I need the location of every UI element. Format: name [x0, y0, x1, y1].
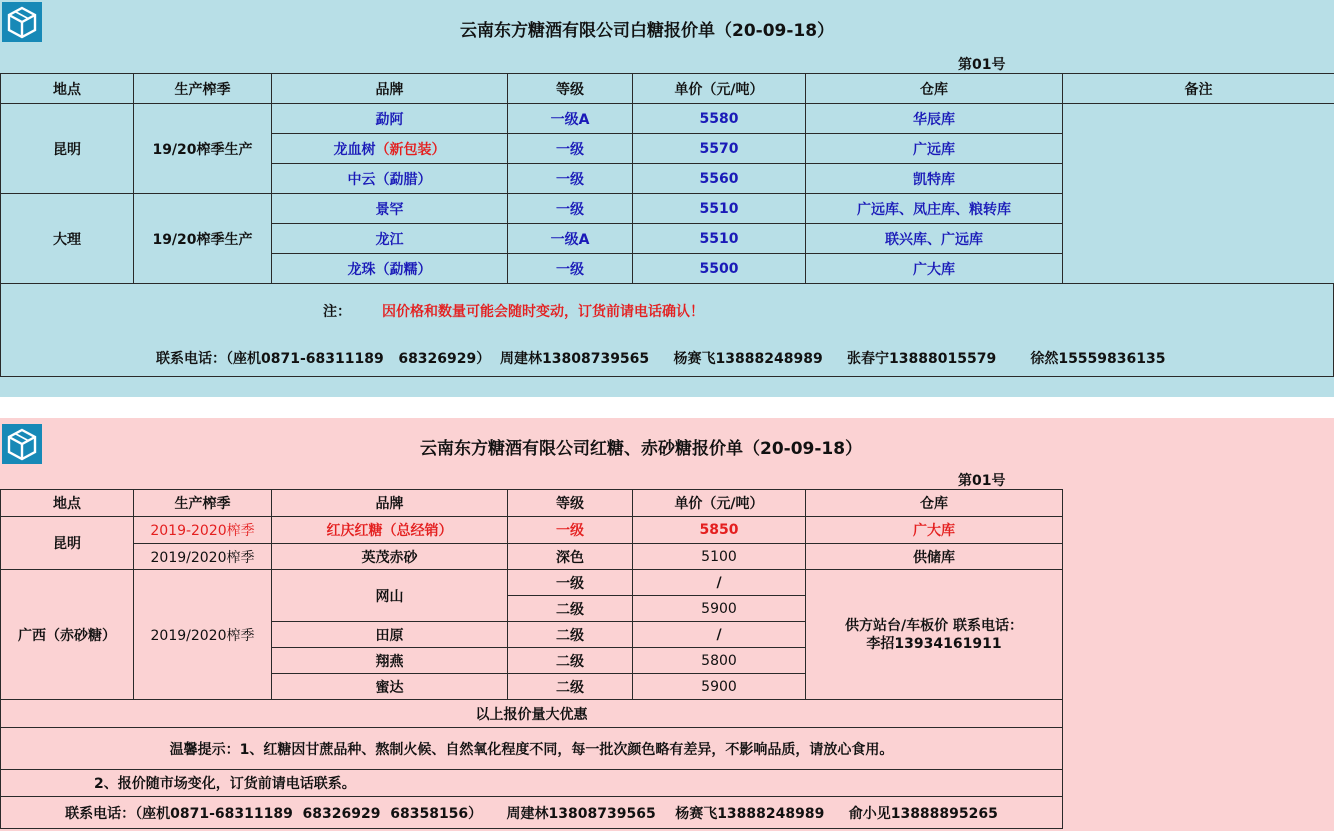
warehouse-cell: 广远库 — [806, 134, 1063, 164]
brand-cell: 景罕 — [272, 194, 508, 224]
price-cell: 5900 — [633, 674, 806, 700]
header-location: 地点 — [1, 490, 134, 517]
table-header-row — [1, 490, 1063, 517]
price-cell: 5560 — [633, 164, 806, 194]
grade-cell: 二级 — [508, 596, 633, 622]
warehouse-cell: 供储库 — [806, 544, 1063, 570]
white-sugar-price-table — [0, 73, 1334, 284]
warehouse-cell: 华辰库 — [806, 104, 1063, 134]
header-season: 生产榨季 — [134, 74, 272, 104]
header-brand: 品牌 — [272, 490, 508, 517]
header-warehouse: 仓库 — [806, 490, 1063, 517]
brand-cell — [272, 134, 508, 164]
season-cell: 2019/2020榨季 — [134, 544, 272, 570]
supplier-terms: 供方站台/车板价 联系电话： — [845, 617, 1023, 634]
brand-name: 龙血树 — [333, 141, 376, 158]
price-cell: 5900 — [633, 596, 806, 622]
grade-cell: 一级 — [508, 134, 633, 164]
brand-cell: 蜜达 — [272, 674, 508, 700]
header-season: 生产榨季 — [134, 490, 272, 517]
header-grade: 等级 — [508, 490, 633, 517]
price-cell: / — [633, 570, 806, 596]
page-title: 云南东方糖酒有限公司红糖、赤砂糖报价单（20-09-18） — [420, 439, 863, 459]
table-row — [1, 700, 1063, 728]
table-header-row — [1, 74, 1334, 104]
header-warehouse: 仓库 — [806, 74, 1063, 104]
brand-cell: 翔燕 — [272, 648, 508, 674]
grade-cell: 二级 — [508, 674, 633, 700]
table-row — [1, 570, 1063, 596]
price-cell: 5800 — [633, 648, 806, 674]
brown-sugar-sheet — [0, 418, 1334, 831]
price-cell: 5510 — [633, 194, 806, 224]
grade-cell: 一级 — [508, 164, 633, 194]
location-cell: 大理 — [1, 194, 134, 284]
discount-cell: 以上报价量大优惠 — [1, 700, 1063, 728]
grade-cell: 二级 — [508, 622, 633, 648]
table-row — [1, 104, 1334, 134]
brand-cell: 龙江 — [272, 224, 508, 254]
company-logo-cube-icon — [2, 424, 42, 464]
header-brand: 品牌 — [272, 74, 508, 104]
warehouse-cell: 广大库 — [806, 517, 1063, 544]
grade-cell: 一级A — [508, 224, 633, 254]
header-grade: 等级 — [508, 74, 633, 104]
season-cell: 19/20榨季生产 — [134, 194, 272, 284]
brand-cell: 田原 — [272, 622, 508, 648]
location-cell: 昆明 — [1, 517, 134, 570]
note-text: 因价格和数量可能会随时变动，订货前请电话确认！ — [382, 304, 704, 320]
table-row — [1, 728, 1063, 770]
serial-number: 第01号 — [958, 57, 1006, 73]
warehouse-cell: 广大库 — [806, 254, 1063, 284]
note-label: 注： — [323, 304, 351, 320]
season-cell: 2019-2020榨季 — [134, 517, 272, 544]
price-cell: 5500 — [633, 254, 806, 284]
grade-cell: 深色 — [508, 544, 633, 570]
price-cell: / — [633, 622, 806, 648]
tip-cell-2: 2、报价随市场变化，订货前请电话联系。 — [1, 770, 1063, 797]
brown-sugar-price-table — [0, 489, 1063, 829]
grade-cell: 一级 — [508, 254, 633, 284]
table-row — [1, 517, 1063, 544]
remarks-cell — [1063, 104, 1334, 284]
warehouse-cell: 凯特库 — [806, 164, 1063, 194]
warehouse-cell — [806, 570, 1063, 700]
brand-cell: 龙珠（勐糯） — [272, 254, 508, 284]
header-remarks: 备注 — [1063, 74, 1334, 104]
season-cell: 2019/2020榨季 — [134, 570, 272, 700]
brand-cell: 红庆红糖（总经销） — [272, 517, 508, 544]
brand-tag-new-package: （新包装） — [375, 141, 446, 158]
header-location: 地点 — [1, 74, 134, 104]
white-sugar-sheet — [0, 0, 1334, 397]
brand-cell: 英茂赤砂 — [272, 544, 508, 570]
brand-cell: 中云（勐腊） — [272, 164, 508, 194]
brand-cell: 勐阿 — [272, 104, 508, 134]
company-logo-cube-icon — [2, 2, 42, 42]
warehouse-cell: 广远库、凤庄库、粮转库 — [806, 194, 1063, 224]
warehouse-cell: 联兴库、广远库 — [806, 224, 1063, 254]
price-cell: 5850 — [633, 517, 806, 544]
location-cell: 昆明 — [1, 104, 134, 194]
grade-cell: 二级 — [508, 648, 633, 674]
table-row — [1, 797, 1063, 829]
season-cell: 19/20榨季生产 — [134, 104, 272, 194]
brand-cell: 网山 — [272, 570, 508, 622]
supplier-contact: 李招13934161911 — [866, 635, 1002, 652]
contact-line: 联系电话：（座机0871-68311189 68326929） 周建林13808739565 杨赛飞13888248989 张春宁13888015579 徐然15559836135 — [156, 351, 1166, 367]
page-title: 云南东方糖酒有限公司白糖报价单（20-09-18） — [460, 21, 835, 41]
grade-cell: 一级 — [508, 517, 633, 544]
table-row — [1, 544, 1063, 570]
table-row — [1, 770, 1063, 797]
price-cell: 5580 — [633, 104, 806, 134]
header-price: 单价（元/吨） — [633, 74, 806, 104]
location-cell: 广西（赤砂糖） — [1, 570, 134, 700]
tip-cell-1: 温馨提示：1、红糖因甘蔗品种、熬制火候、自然氧化程度不同，每一批次颜色略有差异，不影响品质，请放心食用。 — [1, 728, 1063, 770]
price-cell: 5570 — [633, 134, 806, 164]
contact-cell: 联系电话：（座机0871-68311189 68326929 68358156） 周建林13808739565 杨赛飞13888248989 俞小见13888895265 — [1, 797, 1063, 829]
header-price: 单价（元/吨） — [633, 490, 806, 517]
price-cell: 5510 — [633, 224, 806, 254]
grade-cell: 一级 — [508, 570, 633, 596]
grade-cell: 一级 — [508, 194, 633, 224]
price-cell: 5100 — [633, 544, 806, 570]
grade-cell: 一级A — [508, 104, 633, 134]
serial-number: 第01号 — [958, 473, 1006, 489]
